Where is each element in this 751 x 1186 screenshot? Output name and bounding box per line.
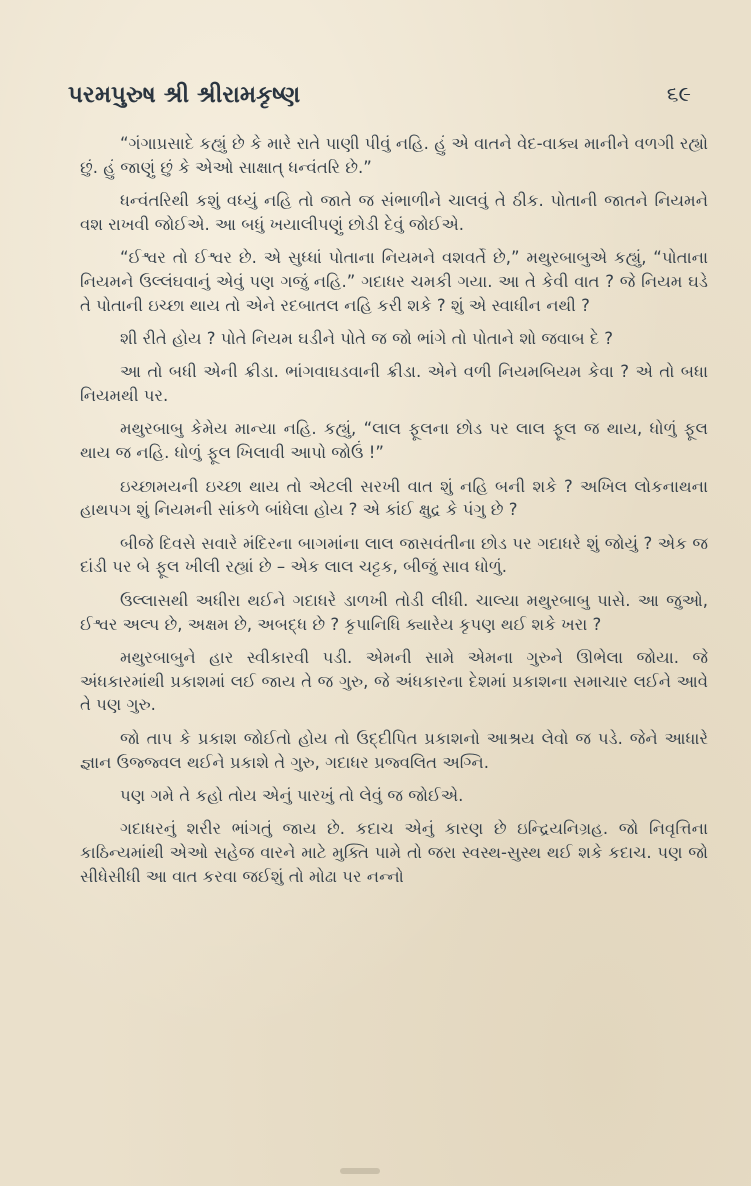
running-title: પરમપુરુષ શ્રી શ્રીરામકૃષ્ણ xyxy=(68,82,301,108)
paragraph: ઉલ્લાસથી અધીરા થઈને ગદાધરે ડાળખી તોડી લીધી. ચાલ્યા મથુરબાબુ પાસે. આ જુઓ, ઈશ્વર અલ્પ છે, અક્ષમ છે, અબદ્ધ છે ? કૃપાનિધિ ક્યારેય કૃપણ થઈ શકે ખરા ? xyxy=(80,590,714,634)
paragraph: પણ ગમે તે કહો તોય એનું પારખું તો લેવું જ જોઈએ. xyxy=(120,785,464,805)
paragraph: આ તો બધી એની ક્રીડા. ભાંગવાઘડવાની ક્રીડા. એને વળી નિયમબિયમ કેવા ? એ તો બધા નિયમથી પર. xyxy=(80,362,714,406)
body-text xyxy=(80,132,714,889)
paragraph: મથુરબાબુને હાર સ્વીકારવી પડી. એમની સામે એમના ગુરુને ઊભેલા જોયા. જે અંધકારમાંથી પ્રકાશમાં લઈ જાય તે જ ગુરુ, જે અંધકારના દેશમાં પ્રકાશના સમાચાર લઈને આવે તે પણ ગુરુ. xyxy=(80,647,714,715)
page-number: ૬૯ xyxy=(666,82,691,106)
paragraph: જો તાપ કે પ્રકાશ જોઈતો હોય તો ઉદ્દીપિત પ્રકાશનો આશ્રય લેવો જ પડે. જેને આધારે જ્ઞાન ઉજ્જ્વલ થઈને પ્રકાશે તે ગુરુ, ગદાધર પ્રજ્વલિત અગ્નિ. xyxy=(80,728,714,772)
paragraph: ગદાધરનું શરીર ભાંગતું જાય છે. કદાચ એનું કારણ છે ઇન્દ્રિયનિગ્રહ. જો નિવૃત્તિના કાઠિન્યમાંથી એઓ સહેજ વારને માટે મુક્તિ પામે તો જરા સ્વસ્થ-સુસ્થ થઈ શકે કદાચ. પણ જો સીધેસીધી આ વાત કરવા જઈશું તો મોઢા પર નન્નો xyxy=(80,819,714,886)
paragraph: બીજે દિવસે સવારે મંદિરના બાગમાંના લાલ જાસવંતીના છોડ પર ગદાધરે શું જોયું ? એક જ દાંડી પર બે ફૂલ ખીલી રહ્યાં છે – એક લાલ ચટ્ટક, બીજું સાવ ધોળું. xyxy=(80,533,714,577)
paragraph: મથુરબાબુ કેમેય માન્યા નહિ. કહ્યું, “લાલ ફૂલના છોડ પર લાલ ફૂલ જ થાય, ધોળું ફૂલ થાય જ નહિ. ધોળું ફૂલ ખિલાવી આપો જોઉં !” xyxy=(80,419,714,463)
paragraph: “ગંગાપ્રસાદે કહ્યું છે કે મારે રાતે પાણી પીવું નહિ. હું એ વાતને વેદ-વાક્ય માનીને વળગી રહ્યો છું. હું જાણું છું કે એઓ સાક્ષાત્ ધન્વંતરિ છે.” xyxy=(80,134,714,177)
paragraph: શી રીતે હોય ? પોતે નિયમ ઘડીને પોતે જ જો ભાંગે તો પોતાને શો જવાબ દે ? xyxy=(120,329,614,349)
paragraph: “ઈશ્વર તો ઈશ્વર છે. એ સુધ્ધાં પોતાના નિયમને વશવર્તે છે,” મથુરબાબુએ કહ્યું, “પોતાના નિયમને ઉલ્લંઘવાનું એવું પણ ગજું નહિ.” ગદાધર ચમકી ગયા. આ તે કેવી વાત ? જે નિયમ ઘડે તે પોતાની ઇચ્છા થાય તો એને રદબાતલ નહિ કરી શકે ? શું એ સ્વાધીન નથી ? xyxy=(80,248,714,315)
paragraph: ઇચ્છામયની ઇચ્છા થાય તો એટલી સરખી વાત શું નહિ બની શકે ? અખિલ લોકનાથના હાથપગ શું નિયમની સાંકળે બાંધેલા હોય ? એ કાંઈ ક્ષુદ્ર કે પંગુ છે ? xyxy=(80,476,714,520)
page-smudge xyxy=(340,1168,380,1174)
paragraph: ધન્વંતરિથી કશું વધ્યું નહિ તો જાતે જ સંભાળીને ચાલવું તે ઠીક. પોતાની જાતને નિયમને વશ રાખવી જોઈએ. આ બધું ખયાલીપણું છોડી દેવું જોઈએ. xyxy=(80,191,714,234)
